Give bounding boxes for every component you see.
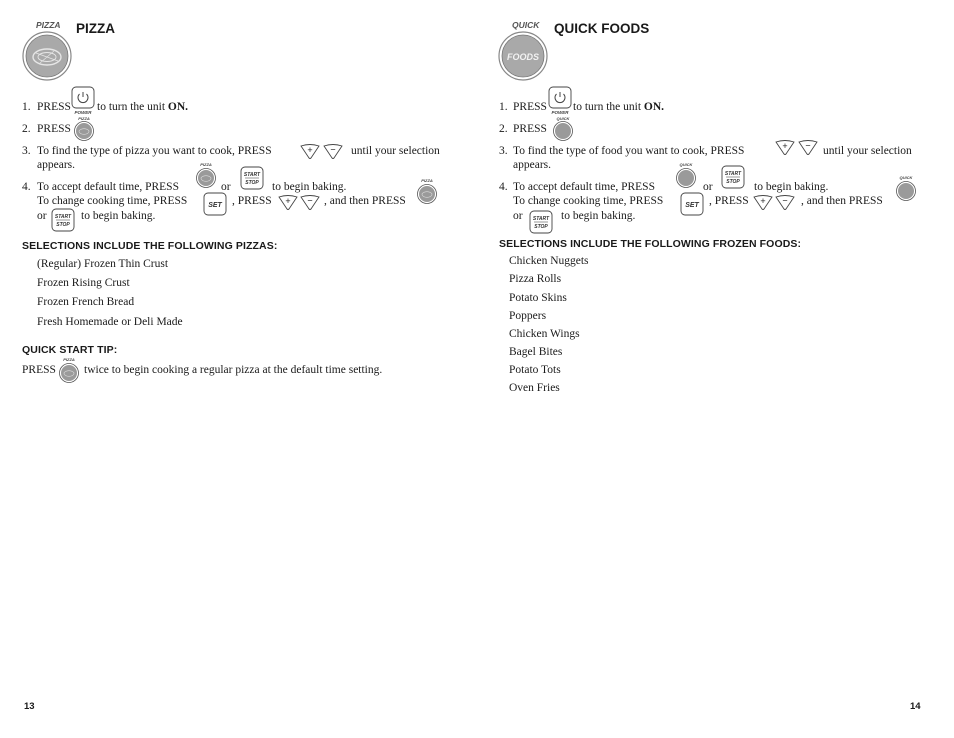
list-item: Frozen French Bread <box>37 296 135 308</box>
quick-button-icon <box>675 162 697 190</box>
svg-text:+: + <box>760 196 766 206</box>
svg-text:STOP: STOP <box>245 180 259 186</box>
list-item: Potato Tots <box>509 364 561 376</box>
quick-icon-label: QUICK <box>512 20 540 30</box>
step4-text-e: to begin baking. <box>561 210 636 222</box>
svg-text:PIZZA: PIZZA <box>421 178 433 183</box>
pizza-button-icon <box>73 116 95 142</box>
list-item: Bagel Bites <box>509 346 563 358</box>
step3-text-a: To find the type of pizza you want to cook, PRESS <box>37 145 272 157</box>
step4-text-a: To accept default time, PRESS <box>513 181 655 193</box>
svg-text:STOP: STOP <box>534 224 548 230</box>
step2-number: 2. <box>22 123 31 135</box>
step4-comma-press: , PRESS <box>709 195 749 207</box>
step3-text-a: To find the type of food you want to cook, PRESS <box>513 145 745 157</box>
tip-text: twice to begin cooking a regular pizza at the default time setting. <box>84 364 383 376</box>
step1-text: to turn the unit <box>573 101 642 113</box>
minus-button-icon <box>775 195 795 211</box>
svg-text:−: − <box>307 195 313 206</box>
minus-button-icon <box>323 144 343 160</box>
step4-number: 4. <box>499 181 508 193</box>
step4-text-b: to begin baking. <box>754 181 829 193</box>
svg-text:+: + <box>285 196 291 206</box>
step2-number: 2. <box>499 123 508 135</box>
power-label: POWER <box>74 110 92 115</box>
svg-text:QUICK: QUICK <box>679 162 693 167</box>
step4-or2: or <box>37 210 47 222</box>
list-item: Chicken Nuggets <box>509 255 589 267</box>
step4-text-c: To change cooking time, PRESS <box>513 195 664 207</box>
svg-text:FOODS: FOODS <box>506 52 540 62</box>
step4-comma-press: , PRESS <box>232 195 272 207</box>
list-item: Potato Skins <box>509 292 567 304</box>
selections-heading: SELECTIONS INCLUDE THE FOLLOWING FROZEN FOODS: <box>499 238 802 250</box>
list-item: Frozen Rising Crust <box>37 277 130 289</box>
minus-button-icon <box>300 195 320 211</box>
step1-press: PRESS <box>513 101 547 113</box>
pizza-button-icon <box>58 357 80 385</box>
minus-button-icon <box>798 140 818 156</box>
list-item: (Regular) Frozen Thin Crust <box>37 258 169 270</box>
svg-text:QUICK: QUICK <box>899 175 913 180</box>
svg-text:START: START <box>532 216 550 222</box>
step3-text-b: until your selection <box>823 145 912 157</box>
svg-text:−: − <box>782 195 788 206</box>
svg-text:−: − <box>805 140 811 151</box>
list-item: Chicken Wings <box>509 328 580 340</box>
svg-text:SET: SET <box>208 202 222 209</box>
page-title: PIZZA <box>76 21 115 36</box>
plus-button-icon <box>775 140 795 156</box>
list-item: Pizza Rolls <box>509 273 562 285</box>
power-button-icon <box>71 86 95 116</box>
plus-button-icon <box>753 195 773 211</box>
list-item: Oven Fries <box>509 382 560 394</box>
svg-text:POWER: POWER <box>551 110 569 115</box>
step3-text-c: appears. <box>513 159 551 171</box>
svg-text:PIZZA: PIZZA <box>78 116 90 121</box>
svg-text:+: + <box>307 145 313 155</box>
step4-text-a: To accept default time, PRESS <box>37 181 179 193</box>
svg-text:−: − <box>330 144 336 155</box>
svg-text:QUICK: QUICK <box>556 116 570 121</box>
pizza-button-icon <box>416 178 438 206</box>
step3-text-b: until your selection <box>351 145 440 157</box>
step4-number: 4. <box>22 181 31 193</box>
tip-heading: QUICK START TIP: <box>22 344 118 356</box>
power-button-icon <box>548 86 572 116</box>
set-button-icon <box>680 192 704 216</box>
step1-bold: ON. <box>643 101 665 113</box>
svg-text:START: START <box>54 214 72 220</box>
step3-text-c: appears. <box>37 159 75 171</box>
start-stop-button-icon <box>240 166 264 190</box>
step2-press: PRESS <box>513 123 547 135</box>
svg-text:START: START <box>243 172 261 178</box>
step1-press: PRESS <box>37 101 71 113</box>
svg-text:STOP: STOP <box>726 179 740 185</box>
step4-text-d: , and then PRESS <box>324 195 406 207</box>
svg-text:START: START <box>724 171 742 177</box>
quick-button-icon <box>552 116 574 142</box>
plus-button-icon <box>300 144 320 160</box>
selections-heading: SELECTIONS INCLUDE THE FOLLOWING PIZZAS: <box>22 240 278 252</box>
step4-text-e: to begin baking. <box>81 210 156 222</box>
plus-button-icon <box>278 195 298 211</box>
list-item: Poppers <box>509 310 547 322</box>
page-number: 14 <box>910 701 921 712</box>
step1-number: 1. <box>22 101 31 113</box>
svg-text:+: + <box>782 141 788 151</box>
step3-number: 3. <box>22 145 31 157</box>
step1-bold: ON. <box>167 101 189 113</box>
step4-text-d: , and then PRESS <box>801 195 883 207</box>
step1-text: to turn the unit <box>97 101 166 113</box>
step4-or1: or <box>703 181 713 193</box>
page-title: QUICK FOODS <box>554 21 650 36</box>
step4-text-c: To change cooking time, PRESS <box>37 195 188 207</box>
step3-number: 3. <box>499 145 508 157</box>
step4-or1: or <box>221 181 231 193</box>
step4-text-b: to begin baking. <box>272 181 347 193</box>
list-item: Fresh Homemade or Deli Made <box>37 316 183 328</box>
svg-text:PIZZA: PIZZA <box>200 162 212 167</box>
start-stop-button-icon <box>721 165 745 189</box>
tip-press: PRESS <box>22 364 56 376</box>
pizza-button-icon <box>195 162 217 190</box>
svg-text:SET: SET <box>685 202 699 209</box>
step4-or2: or <box>513 210 523 222</box>
pizza-dial-icon <box>22 31 72 81</box>
pizza-icon-label: PIZZA <box>36 20 61 30</box>
quick-foods-dial-icon <box>498 31 548 81</box>
svg-text:PIZZA: PIZZA <box>63 357 75 362</box>
start-stop-button-icon <box>51 208 75 232</box>
page-number: 13 <box>24 701 35 712</box>
start-stop-button-icon <box>529 210 553 234</box>
set-button-icon <box>203 192 227 216</box>
svg-text:STOP: STOP <box>56 222 70 228</box>
step2-press: PRESS <box>37 123 71 135</box>
step1-number: 1. <box>499 101 508 113</box>
quick-button-icon <box>895 175 917 203</box>
